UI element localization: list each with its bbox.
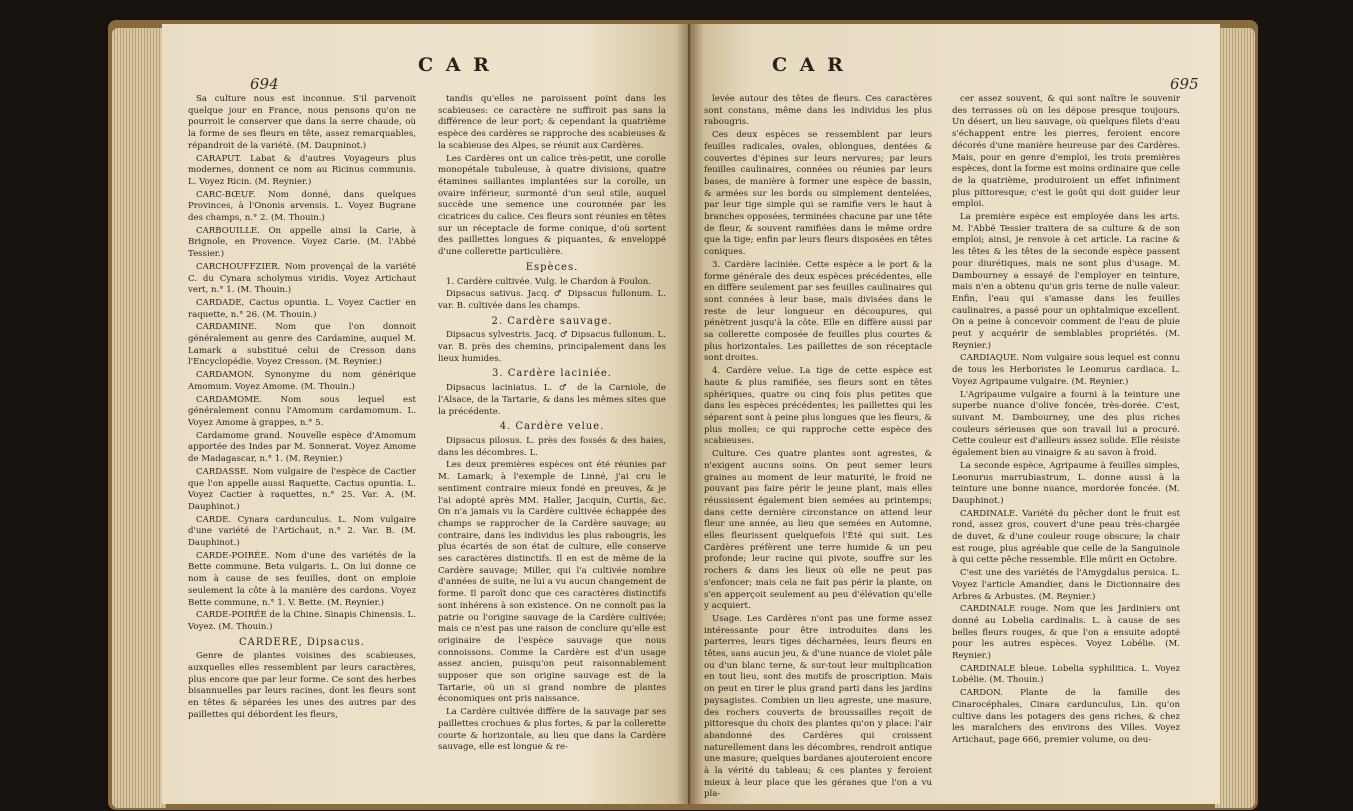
entry-paragraph: CARDIAQUE. Nom vulgaire sous lequel est connu de tous les Herboristes le Leonurus cardiaca. L. Voyez Agripaume vulgaire. (M. Reynier.) <box>952 353 1180 387</box>
entry-paragraph: Sa culture nous est inconnue. S'il parvenoit quelque jour en France, nous pensons qu'on ne pourroit le conserver que dans la serre chaude, où la forme de ses fleurs en tête, assez remarquables, répandroit de la variété. (M. Daupninot.) <box>188 94 416 151</box>
entry-paragraph: CARCHOUFFZIER. Nom provençal de la variété C. du Cynara scholymus viridis. Voyez Artichaut vert, n.° 1. (M. Thouin.) <box>188 261 416 296</box>
entry-paragraph: CARDAMOME. Nom sous lequel est généralement connu l'Amomum cardamomum. L. Voyez Amome à grappes, n.° 5. <box>188 394 416 428</box>
right-column-1 <box>704 94 932 804</box>
right-page <box>690 24 1220 804</box>
entry-paragraph: CARBOUILLE. On appelle ainsi la Carie, à Brignole, en Provence. Voyez Carie. (M. l'Abbé Tessier.) <box>188 225 416 260</box>
entry-paragraph: Ces deux espèces se ressemblent par leurs feuilles radicales, ovales, oblongues, dentées & couvertes d'épines sur leurs nervures; par leurs feuilles caulinaires, connées ou réunies par leurs bases, de manière à former une espèce de bassin, & armées sur les bords ou simplement dentelées, par leur tige simple qui se ramifie vers le haut à branches opposées, terminées chacune par une tête de fleur, & souvent ramifiées dans le même ordre que la tige; enfin par leurs fleurs disposées en têtes coniques. <box>704 130 932 258</box>
entry-paragraph: Dipsacus sylvestris. Jacq. ♂ Dipsacus fullonum. L. var. B. près des chemins, principalement dans les lieux humides. <box>438 330 666 364</box>
entry-paragraph: La seconde espèce, Agripaume à feuilles simples, Leonurus marrubiastrum, L. donne aussi à la teinture une bonne nuance, mordorée foncée. (M. Dauphinot.) <box>952 460 1180 506</box>
entry-paragraph: CARDINALE. Variété du pêcher dont le fruit est rond, assez gros, couvert d'une peau très-chargée de duvet, & d'une couleur rouge obscure; la chair est rouge, plus agréable que celle de la Sanguinole à qui cette pêche ressemble. Elle mûrit en Octobre. <box>952 508 1180 566</box>
entry-paragraph: La Cardère cultivée diffère de la sauvage par ses paillettes crochues & plus fortes, & par la collerette courte & horizontale, au lieu que dans la Cardère sauvage, elle est longue & re- <box>438 707 666 753</box>
entry-paragraph: CARDINALE bleue. Lobelia syphilitica. L. Voyez Lobélie. (M. Thouin.) <box>952 663 1180 686</box>
book-gutter <box>676 24 704 804</box>
section-heading: CARDERE, Dipsacus. <box>239 636 365 648</box>
right-running-head: C A R <box>772 54 846 76</box>
entry-paragraph: levée autour des têtes de fleurs. Ces caractères sont constans, même dans les individus les plus rabougris. <box>704 94 932 128</box>
entry-paragraph: La première espèce est employée dans les arts. M. l'Abbé Tessier traitera de sa culture & de son emploi; ainsi, je renvoie à cet article. La racine & les têtes & les têtes de la seconde espèce passent pour diurétiques, mais ne sont plus d'usage. M. Dambourney a essayé de l'employer en teinture, mais n'en a obtenu qu'un gris terne de nulle valeur. Enfin, l'eau qui s'amasse dans les feuilles caulinaires, a passé pour un ophtalmique excellent. On a peine à concevoir comment de l'eau de pluie peut y acquérir de semblables propriétés. (M. Reynier.) <box>952 212 1180 351</box>
right-page-number: 695 <box>1170 75 1199 93</box>
left-page-edges <box>112 28 166 808</box>
entry-paragraph: CARDAMINE. Nom que l'on donnoit généralement au genre des Cardamine, auquel M. Lamark a substitué celui de Cresson dans l'Encyclopédie. Voyez Cresson. (M. Reynier.) <box>188 322 416 368</box>
entry-paragraph: Les Cardères ont un calice très-petit, une corolle monopétale tubuleuse, à quatre divisions, quatre étamines saillantes implantées sur la corolle, un ovaire inférieur, surmonté d'un seul stile, auquel succède une semence une couronnée par les cicatrices du calice. Ces fleurs sont réunies en têtes sur un réceptacle de forme conique, d'où sortent des paillettes longues & piquantes, & enveloppé d'une collerette particulière. <box>438 153 666 258</box>
entry-paragraph: CARC-BŒUF. Nom donné, dans quelques Provinces, à l'Ononis arvensis. L. Voyez Bugrane des champs, n.° 2. (M. Thouin.) <box>188 189 416 224</box>
entry-paragraph: tandis qu'elles ne paroissent point dans les scabieuses: ce caractère ne suffiroit pas sans la différence de leur port; & cependant la quatrième espèce des cardères se rapproche des scabieuses & la scabieuse des Alpes, se réunit aux Cardères. <box>438 94 666 151</box>
entry-paragraph: 1. Cardère cultivée. Vulg. le Chardon à Foulon. <box>446 276 652 287</box>
entry-paragraph: C'est une des variétés de l'Amygdalus persica. L. Voyez l'article Amandier, dans le Dictionnaire des Arbres & Arbustes. (M. Reynier.) <box>952 568 1180 602</box>
left-page <box>162 24 688 804</box>
entry-paragraph: CARDON. Plante de la famille des Cinarocéphales, Cinara cardunculus, Lin. qu'on cultive dans les potagers des gens riches, & chez les maraîchers des environs des Villes. Voyez Artichaut, page 666, premier volume, ou deu- <box>952 688 1180 745</box>
right-page-edges <box>1215 28 1255 808</box>
left-column-2 <box>438 94 666 804</box>
left-running-head: C A R <box>418 54 492 76</box>
entry-paragraph: L'Agripaume vulgaire a fourni à la teinture une superbe nuance d'olive foncée, très-dorée. C'est, suivant M. Dambourney, une des plus riches couleurs sérieuses que son travail lui a procuré. Cette couleur est d'ailleurs assez solide. Elle résiste également bien au vinaigre & au savon à froid. <box>952 389 1180 459</box>
entry-paragraph: 4. Cardère velue. La tige de cette espèce est haute & plus ramifiée, ses fleurs sont en têtes sphériques, quatre ou cinq fois plus petites que dans les espèces précédentes; les paillettes qui les séparent sont à peine plus longues que les fleurs, & plus molles; ce qui rapproche cette espèce des scabieuses. <box>704 366 932 447</box>
entry-paragraph: 3. Cardère laciniée. Cette espèce a le port & la forme générale des deux espèces précédentes, elle en diffère seulement par ses feuilles caulinaires qui sont connées à leur base, mais divisées dans le reste de leur longueur en découpures, qui pénètrent jusqu'à la côte. Elle en diffère aussi par sa collerette composée de feuilles plus courtes & plus horizontales. Les paillettes de son réceptacle sont droites. <box>704 259 932 364</box>
right-column-2 <box>952 94 1180 804</box>
entry-paragraph: CARDE-POIRÉE de la Chine. Sinapis Chinensis. L. Voyez. (M. Thouin.) <box>188 610 416 632</box>
entry-paragraph: Dipsacus sativus. Jacq. ♂ Dipsacus fullonum. L. var. B. cultivée dans les champs. <box>438 289 666 311</box>
entry-paragraph: CARDE. Cynara cardunculus. L. Nom vulgaire d'une variété de l'Artichaut, n.° 2. Var. B. (M. Dauphinot.) <box>188 514 416 549</box>
section-heading: 4. Cardère velue. <box>499 421 605 433</box>
entry-paragraph: CARDASSE. Nom vulgaire de l'espèce de Cactier que l'on appelle aussi Raquette. Cactus opuntia. L. Voyez Cactier à raquettes, n.° 25. Var. A. (M. Dauphinot.) <box>188 466 416 512</box>
entry-paragraph: Les deux premières espèces ont été réunies par M. Lamark; à l'exemple de Linné, j'ai cru le sentiment contraire mieux fondé en preuves, & je l'ai adopté après MM. Haller, Jacquin, Curtis, &c. On n'a jamais vu la Cardère cultivée échappée des champs se rapprocher de la Cardère sauvage; au contraire, dans les individus les plus rabougris, les plus écartés de son état de culture, elle conserve ses caractères distinctifs. Il en est de même de la Cardère sauvage; Miller, qui l'a cultivée nombre d'années de suite, ne lui a vu aucun changement de forme. Il paroît donc que ces caractères distinctifs sont inhérens à son existence. On ne connoît pas la patrie ou l'origine sauvage de la Cardère cultivée; mais ce n'est pas une raison de conclure qu'elle est originaire de l'espèce sauvage que nous connoissons. Comme la Cardère est d'un usage assez ancien, puisqu'on peut raisonnablement supposer que son origine sauvage est de la Tartarie, où un si grand nombre de plantes économiques ont pris naissance. <box>438 460 666 705</box>
entry-paragraph: Usage. Les Cardères n'ont pas une forme assez intéressante pour être introduites dans les parterres, leurs tiges décharnées, leurs fleurs en têtes, sans aucun jeu, & d'une nuance de violet pâle ou d'un blanc terne, & sur-tout leur multiplication en tout lieu, sont des motifs de proscription. Mais on peut en tirer le plus grand parti dans les jardins paysagistes. Combien un lieu agreste, une masure, des rochers couverts de broussailles reçoit de pittoresque du choix des plantes qu'on y place: l'air abandonné des Cardères qui croissent naturellement dans les décombres, rendroit antique une masure; quelques bardanes ajouteroient encore à la vérité du tableau; & ces plantes y feroient mieux à leur place que les géranes que l'on a vu pla- <box>704 613 932 800</box>
section-heading: 2. Cardère sauvage. <box>491 315 613 327</box>
left-page-number: 694 <box>250 75 279 93</box>
entry-paragraph: Genre de plantes voisines des scabieuses, auxquelles elles ressemblent par leurs caractères, plus encore que par leur forme. Ce sont des herbes bisannuelles par leurs racines, dont les fleurs sont en têtes & séparées les unes des autres par des paillettes qui débordent les fleurs, <box>188 651 416 720</box>
entry-paragraph: Dipsacus laciniatus. L. ♂ de la Carniole, de l'Alsace, de la Tartarie, & dans les mêmes sites que la précédente. <box>438 383 666 417</box>
entry-paragraph: CARDAMON. Synonyme du nom générique Amomum. Voyez Amome. (M. Thouin.) <box>188 370 416 392</box>
entry-paragraph: CARDADE, Cactus opuntia. L. Voyez Cactier en raquette, n.° 26. (M. Thouin.) <box>188 297 416 320</box>
entry-paragraph: Cardamome grand. Nouvelle espèce d'Amomum apportée des Indes par M. Sonnerat. Voyez Amome de Madagascar, n.° 1. (M. Reynier.) <box>188 430 416 465</box>
entry-paragraph: CARDE-POIRÉE. Nom d'une des variétés de la Bette commune. Beta vulgaris. L. On lui donne ce nom à cause de ses feuilles, dont on emploie seulement la côte à la manière des cardons. Voyez Bette commune, n.° 1. V. Bette. (M. Reynier.) <box>188 550 416 608</box>
entry-paragraph: cer assez souvent, & qui sont naître le souvenir des terrasses où on les dépose presque toujours. Un désert, un lieu sauvage, où quelques filets d'eau s'échappent entre les pierres, feroient encore décorés d'une manière heureuse par des Cardères. Mais, pour en genre d'emploi, les trois premières espèces, dont la forme est moins ordinaire que celle de la quatrième, produiroient un effet infiniment plus pittoresque; c'est le goût qui doit guider leur emploi. <box>952 94 1180 210</box>
section-heading: 3. Cardère laciniée. <box>492 368 612 380</box>
entry-paragraph: CARDINALE rouge. Nom que les Jardiniers ont donné au Lobelia cardinalis. L. à cause de ses belles fleurs rouges, & que l'on a ensuite adopté pour les autres espèces. Voyez Lobélie. (M. Reynier.) <box>952 604 1180 662</box>
left-column-1 <box>188 94 416 804</box>
entry-paragraph: Culture. Ces quatre plantes sont agrestes, & n'exigent aucuns soins. On peut semer leurs graines au moment de leur maturité, le froid ne pouvant pas faire périr le jeune plant, mais elles réussissent également bien semées au printemps; dans cette dernière circonstance on attend leur fleur une année, au lieu que semées en Automne, elles fleurissent quelquefois l'Été qui suit. Les Cardères préfèrent une terre humide & un peu profonde; leur racine qui pivote, souffre sur les rochers & dans les lieux où elle ne peut pas s'enfoncer; mais cela ne fait pas périr la plante, on s'en apperçoit seulement au peu d'élévation qu'elle y acquiert. <box>704 449 932 612</box>
section-heading: Espèces. <box>525 261 579 273</box>
entry-paragraph: CARAPUT. Labat & d'autres Voyageurs plus modernes, donnent ce nom au Ricinus communis. L. Voyez Ricin. (M. Reynier.) <box>188 153 416 187</box>
entry-paragraph: Dipsacus pilosus. L. près des fossés & des haies, dans les décombres. L. <box>438 435 666 458</box>
